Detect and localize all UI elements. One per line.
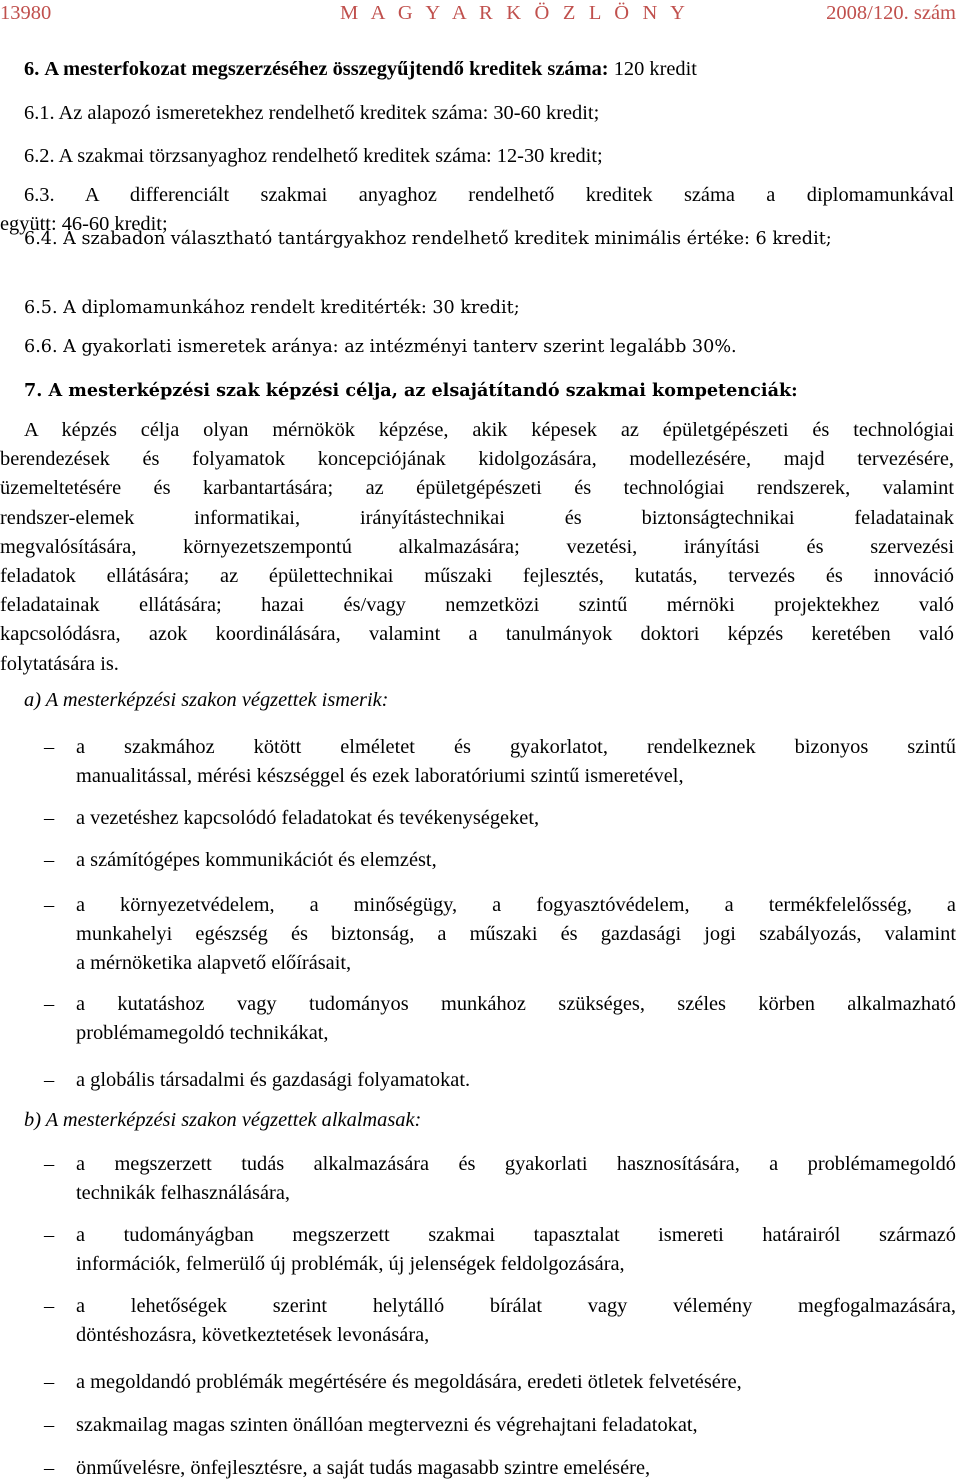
section-7-title: 7. A mesterképzési szak képzési célja, az elsajátítandó szakmai kompetenciák: <box>24 380 798 401</box>
b-item-text <box>76 1292 956 1350</box>
a-item-line: a kutatáshoz vagy tudományos munkához szükséges, széles körben alkalmazható <box>76 993 956 1015</box>
a-item-line: a szakmához kötött elméletet és gyakorlatot, rendelkeznek bizonyos szintű <box>76 736 956 758</box>
b-item-text <box>76 1411 956 1440</box>
b-item-line: a megszerzett tudás alkalmazására és gyakorlati hasznosítására, a problémamegoldó <box>76 1153 956 1175</box>
dash-bullet: – <box>44 894 55 916</box>
dash-bullet: – <box>44 1371 55 1393</box>
paragraph-line: kapcsolódásra, azok koordinálására, valamint a tanulmányok doktori képzés keretében való <box>0 623 954 646</box>
b-item-line: a megoldandó problémák megértésére és megoldására, eredeti ötletek felvetésére, <box>76 1371 742 1393</box>
subsection-b-heading: b) A mesterképzési szakon végzettek alkalmasak: <box>24 1109 422 1131</box>
a-item-text <box>76 733 956 791</box>
a-item-text <box>76 804 956 833</box>
b-item-line: önművelésre, önfejlesztésre, a saját tudás magasabb szintre emelésére, <box>76 1457 651 1479</box>
paragraph-line: rendszer-elemek informatikai, irányítástechnikai és biztonságtechnikai feladatainak <box>0 506 954 529</box>
a-item-line: a vezetéshez kapcsolódó feladatokat és tevékenységeket, <box>76 807 540 829</box>
a-item-line: a globális társadalmi és gazdasági folyamatokat. <box>76 1069 471 1091</box>
dash-bullet: – <box>44 807 55 829</box>
dash-bullet: – <box>44 849 55 871</box>
dash-bullet: – <box>44 1295 55 1317</box>
dash-bullet: – <box>44 1457 55 1479</box>
a-item-line: manualitással, mérési készséggel és ezek laboratóriumi szintű ismeretével, <box>76 765 684 787</box>
item-6-4: 6.4. A szabadon választható tantárgyakhoz rendelhető kreditek minimális értéke: 6 kredit; <box>24 229 832 249</box>
a-item-text <box>76 891 956 978</box>
section-6-value: 120 kredit <box>613 58 697 80</box>
a-item-line: a környezetvédelem, a minőségügy, a fogyasztóvédelem, a termékfelelősség, a <box>76 894 956 916</box>
b-item-text <box>76 1368 956 1397</box>
paragraph-line: feladatok ellátására; az épülettechnikai műszaki fejlesztés, kutatás, tervezés és innováció <box>0 564 954 587</box>
b-item-line: a lehetőségek szerint helytálló bírálat vagy vélemény megfogalmazására, <box>76 1295 956 1317</box>
dash-bullet: – <box>44 1069 55 1091</box>
dash-bullet: – <box>44 736 55 758</box>
item-6-1: 6.1. Az alapozó ismeretekhez rendelhető kreditek száma: 30-60 kredit; <box>24 102 600 124</box>
a-item-line: munkahelyi egészség és biztonság, a műszaki és gazdasági jogi szabályozás, valamint <box>76 923 956 945</box>
b-item-line: technikák felhasználására, <box>76 1182 290 1204</box>
item-6-3-line-2: együtt: 46-60 kredit; <box>0 213 168 235</box>
b-item-line: szakmailag magas szinten önállóan megtervezni és végrehajtani feladatokat, <box>76 1414 698 1436</box>
b-item-text <box>76 1150 956 1208</box>
page-number: 13980 <box>0 2 52 24</box>
a-item-text <box>76 990 956 1048</box>
item-6-3-line-1: 6.3. A differenciált szakmai anyaghoz rendelhető kreditek száma a diplomamunkával <box>24 184 954 206</box>
running-header <box>0 2 960 28</box>
dash-bullet: – <box>44 993 55 1015</box>
paragraph-line: folytatására is. <box>0 652 119 675</box>
a-item-line: problémamegoldó technikákat, <box>76 1022 329 1044</box>
subsection-a-heading: a) A mesterképzési szakon végzettek ismerik: <box>24 689 389 711</box>
section-7-paragraph <box>0 416 954 679</box>
section-6-num: 6. <box>24 58 40 80</box>
issue-number: 2008/120. szám <box>826 2 956 24</box>
a-item-text <box>76 1066 956 1095</box>
section-6-title <box>0 55 960 84</box>
b-item-line: a tudományágban megszerzett szakmai tapasztalat ismereti határairól származó <box>76 1224 956 1246</box>
paragraph-line: berendezések és folyamatok koncepciójának kidolgozására, modellezésére, majd tervezésére, <box>0 448 954 471</box>
section-6-heading: A mesterfokozat megszerzéséhez összegyűjtendő kreditek száma: <box>44 58 609 80</box>
paragraph-line: megvalósítására, környezetszempontú alkalmazására; vezetési, irányítási és szervezési <box>0 535 954 558</box>
a-item-text <box>76 846 956 875</box>
dash-bullet: – <box>44 1224 55 1246</box>
b-item-text <box>76 1454 956 1483</box>
item-6-2: 6.2. A szakmai törzsanyaghoz rendelhető kreditek száma: 12-30 kredit; <box>24 145 603 167</box>
b-item-text <box>76 1221 956 1279</box>
paragraph-line: A képzés célja olyan mérnökök képzése, akik képesek az épületgépészeti és technológiai <box>24 419 954 441</box>
paragraph-line: üzemeltetésére és karbantartására; az épületgépészeti és technológiai rendszerek, valamint <box>0 477 954 500</box>
dash-bullet: – <box>44 1153 55 1175</box>
item-6-5: 6.5. A diplomamunkához rendelt kreditérték: 30 kredit; <box>24 298 520 318</box>
dash-bullet: – <box>44 1414 55 1436</box>
a-item-line: a mérnöketika alapvető előírásait, <box>76 952 352 974</box>
journal-title: M A G Y A R K Ö Z L Ö N Y <box>340 2 690 24</box>
b-item-line: információk, felmerülő új problémák, új jelenségek feldolgozására, <box>76 1253 625 1275</box>
b-item-line: döntéshozásra, következtetések levonására, <box>76 1324 430 1346</box>
paragraph-line: feladatainak ellátására; hazai és/vagy nemzetközi szintű mérnöki projektekhez való <box>0 594 954 617</box>
a-item-line: a számítógépes kommunikációt és elemzést, <box>76 849 437 871</box>
item-6-6: 6.6. A gyakorlati ismeretek aránya: az intézményi tanterv szerint legalább 30%. <box>24 337 737 357</box>
